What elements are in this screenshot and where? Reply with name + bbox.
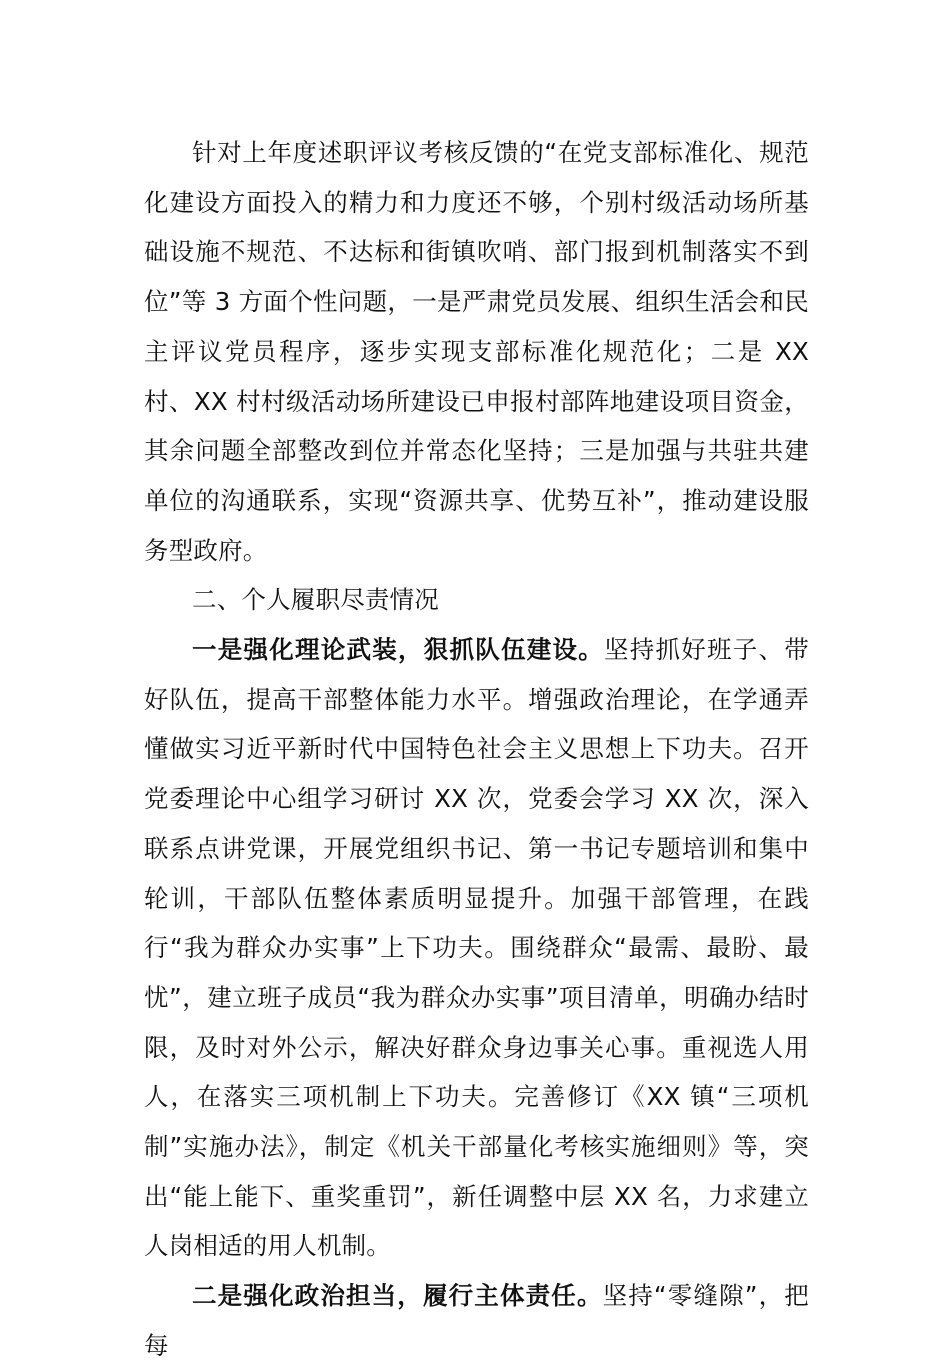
paragraph-theory-armament: [144, 625, 809, 1271]
paragraph-text: 坚持“零缝隙”，把每: [144, 1281, 809, 1360]
paragraph-rectification: [144, 128, 809, 575]
paragraph-text: 坚持抓好班子、带好队伍，提高干部整体能力水平。增强政治理论，在学通弄懂做实习近平新时代中国特色社会主义思想上下功夫。召开党委理论中心组学习研讨 XX 次，党委会学习 XX 次，深入联系点讲党课，开展党组织书记、第一书记专题培训和集中轮训，干部队伍整体素质明显提升。加强干部管理，在践行“我为群众办实事”上下功夫。围绕群众“最需、最盼、最忧”，建立班子成员“我为群众办实事”项目清单，明确办结时限，及时对外公示，解决好群众身边事关心事。重视选人用人，在落实三项机制上下功夫。完善修订《XX 镇“三项机制”实施办法》，制定《机关干部量化考核实施细则》等，突出“能上能下、重奖重罚”，新任调整中层 XX 名，力求建立人岗相适的用人机制。: [144, 635, 809, 1261]
paragraph-lead: 一是强化理论武装，狠抓队伍建设。: [192, 635, 605, 665]
paragraph-text: 针对上年度述职评议考核反馈的“在党支部标准化、规范化建设方面投入的精力和力度还不够，个别村级活动场所基础设施不规范、不达标和街镇吹哨、部门报到机制落实不到位”等 3 方面个性问题，一是严肃党员发展、组织生活会和民主评议党员程序，逐步实现支部标准化规范化；二是 XX 村、XX 村村级活动场所建设已申报村部阵地建设项目资金，其余问题全部整改到位并常态化坚持；三是加强与共驻共建单位的沟通联系，实现“资源共享、优势互补”，推动建设服务型政府。: [144, 138, 809, 565]
paragraph-political-responsibility: [144, 1271, 809, 1370]
section-heading-text: 二、个人履职尽责情况: [192, 585, 439, 615]
document-body: [144, 128, 809, 1371]
section-heading: [144, 575, 809, 625]
paragraph-lead: 二是强化政治担当，履行主体责任。: [192, 1281, 603, 1311]
